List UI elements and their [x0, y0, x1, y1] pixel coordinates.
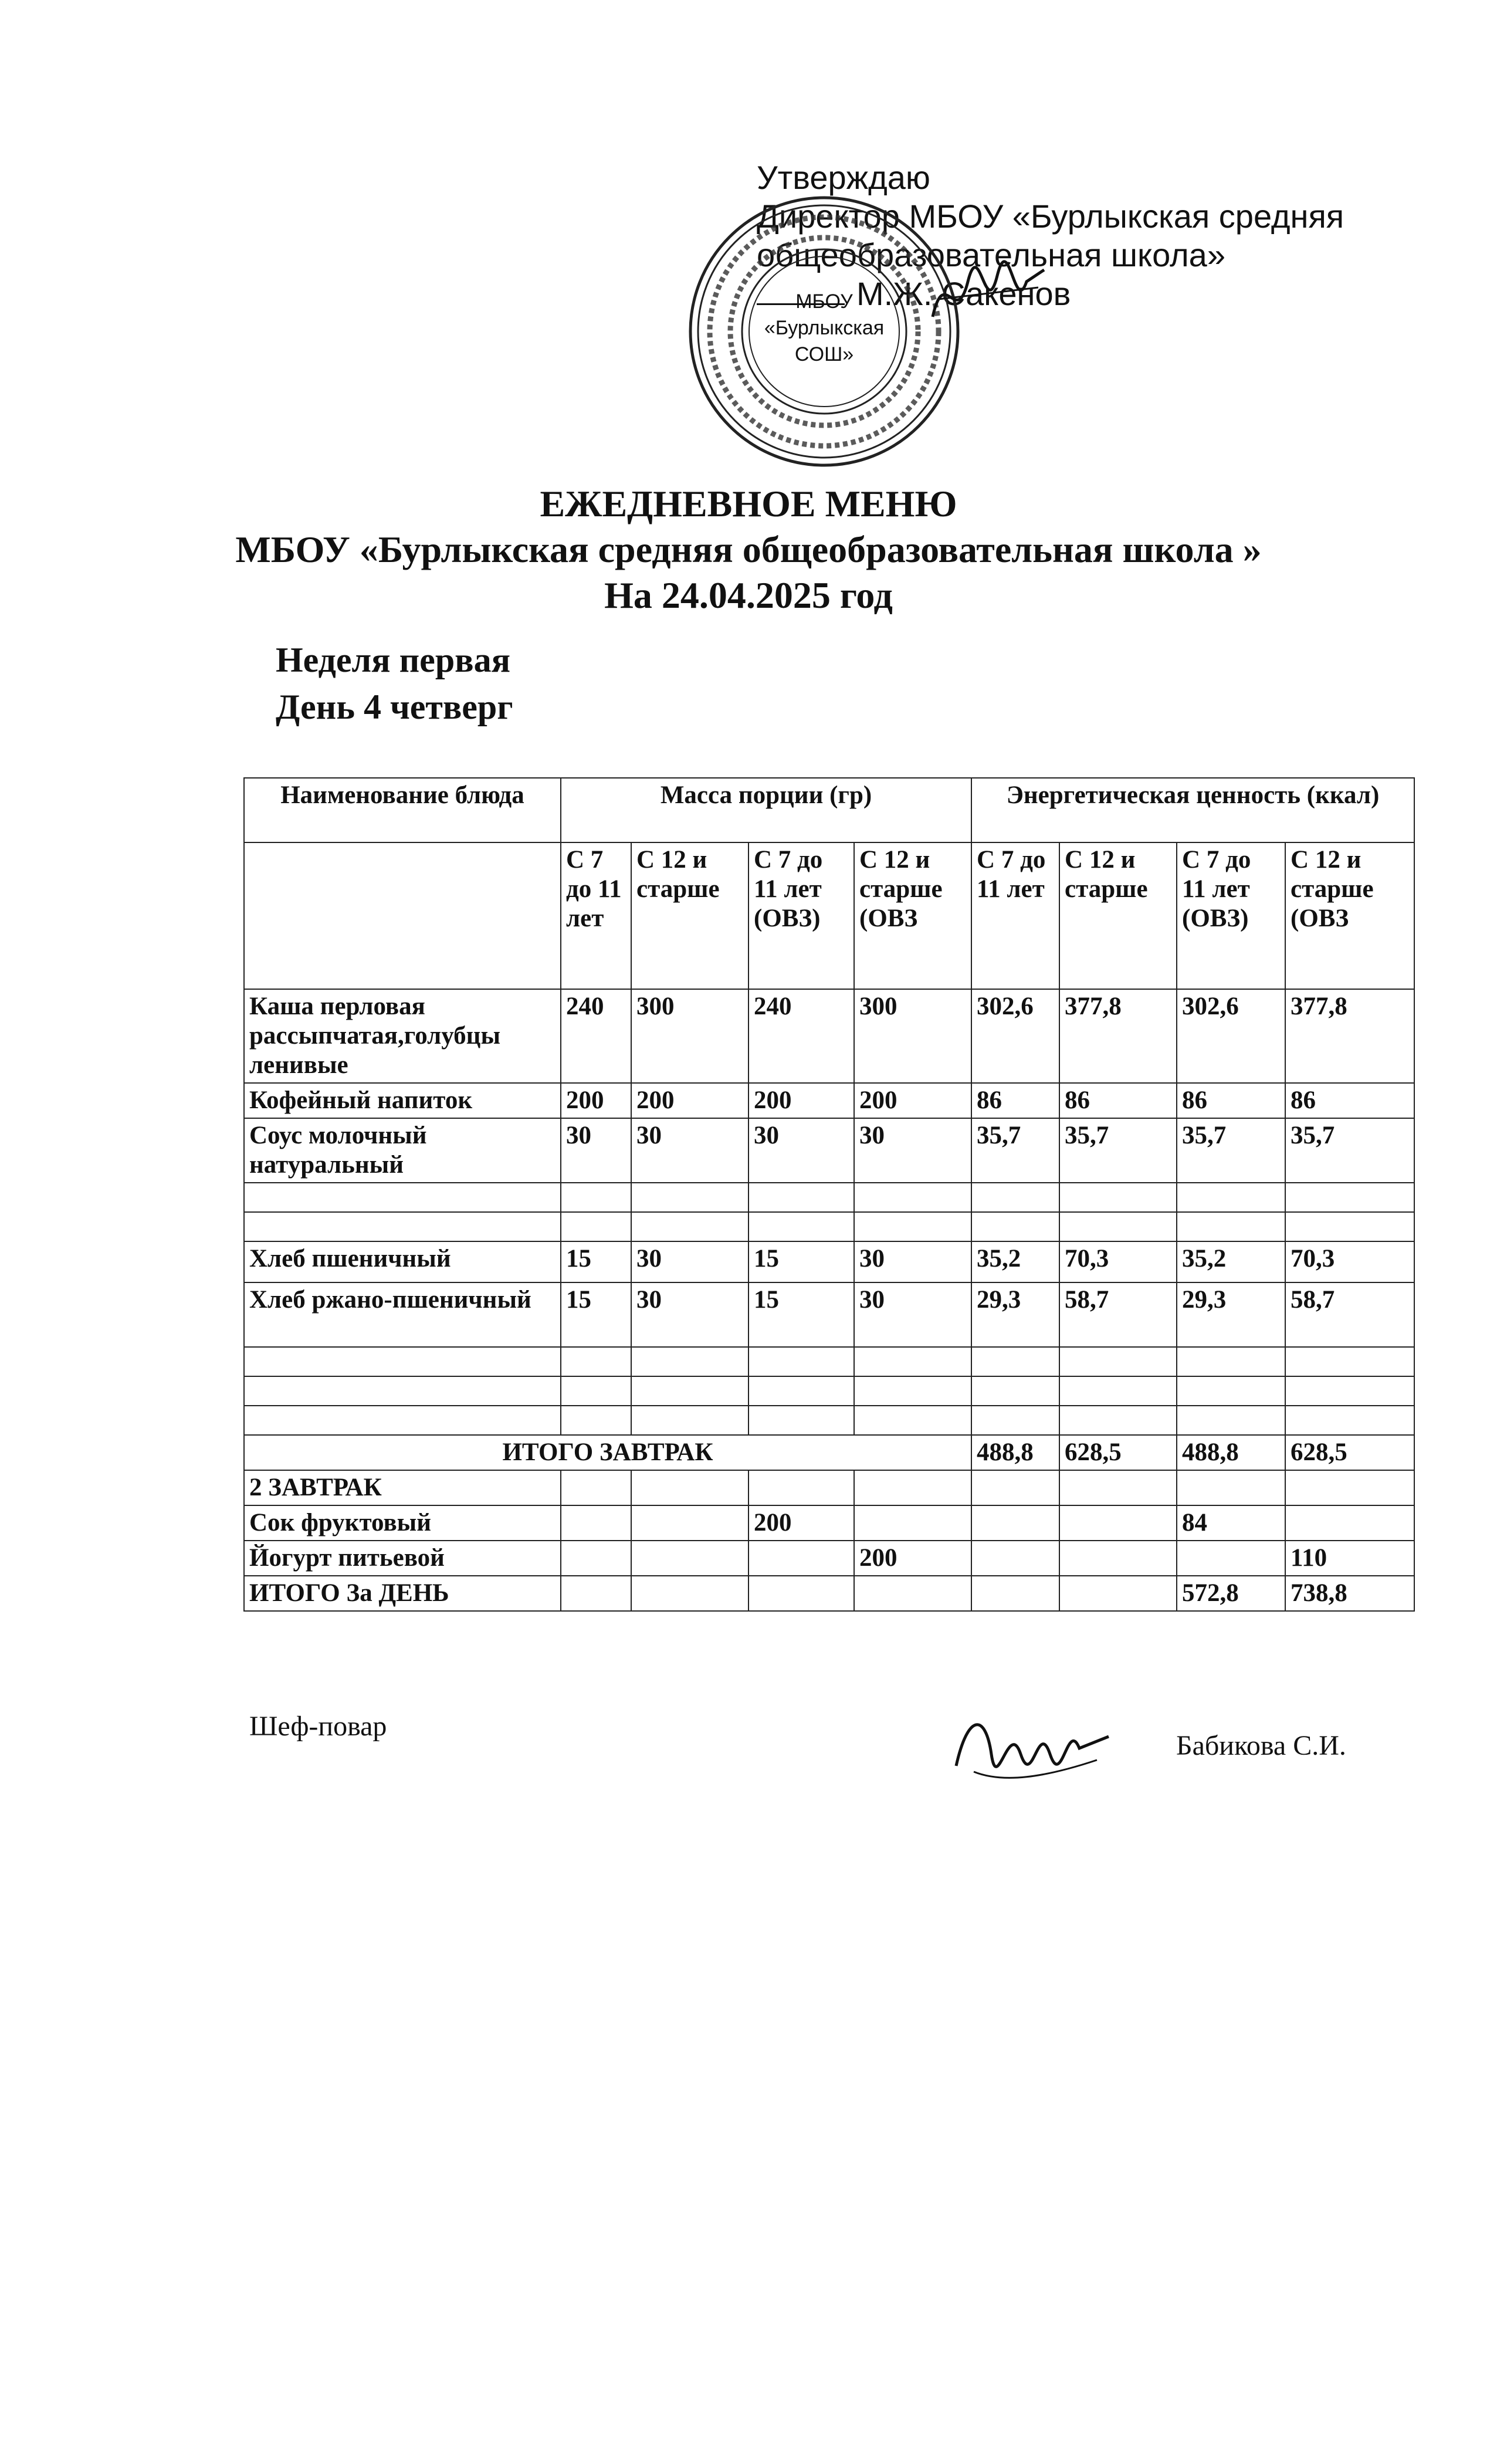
subheader-cell: С 7 до 11 лет (ОВЗ) [749, 842, 854, 989]
value-cell: 35,7 [1285, 1118, 1414, 1183]
value-cell [631, 1406, 749, 1435]
value-cell: 15 [749, 1241, 854, 1282]
subheader-cell: С 12 и старше (ОВЗ [854, 842, 971, 989]
total-day-label: ИТОГО За ДЕНЬ [244, 1576, 561, 1611]
chef-signature [950, 1701, 1115, 1783]
approval-line-2: Директор МБОУ «Бурлыкская средняя [757, 198, 1344, 235]
value-cell: 58,7 [1059, 1282, 1177, 1347]
value-cell: 70,3 [1059, 1241, 1177, 1282]
value-cell [561, 1212, 631, 1241]
dish-name: Кофейный напиток [244, 1083, 561, 1118]
value-cell [631, 1183, 749, 1212]
total-breakfast-cell: 628,5 [1059, 1435, 1177, 1470]
menu-table [243, 777, 1415, 1612]
value-cell: 300 [854, 989, 971, 1083]
value-cell: 86 [1059, 1083, 1177, 1118]
value-cell [749, 1212, 854, 1241]
total-day-cell: 572,8 [1177, 1576, 1285, 1611]
value-cell [854, 1406, 971, 1435]
value-cell: 302,6 [971, 989, 1059, 1083]
subheader-cell: С 12 и старше (ОВЗ [1285, 842, 1414, 989]
total-day-row [244, 1576, 1414, 1611]
dish-name: Каша перловая рассыпчатая,голубцы ленивые [244, 989, 561, 1083]
table-row [244, 1118, 1414, 1183]
yogurt-name: Йогурт питьевой [244, 1541, 561, 1576]
value-cell: 15 [561, 1282, 631, 1347]
subheader-cell: С 7 до 11 лет [561, 842, 631, 989]
value-cell [1177, 1212, 1285, 1241]
value-cell: 30 [631, 1118, 749, 1183]
value-cell: 30 [749, 1118, 854, 1183]
total-breakfast-cell: 628,5 [1285, 1435, 1414, 1470]
header-portion-mass: Масса порции (гр) [561, 778, 971, 842]
approval-line-1: Утверждаю [757, 159, 930, 196]
dish-name: Соус молочный натуральный [244, 1118, 561, 1183]
value-cell [1285, 1406, 1414, 1435]
value-cell [1177, 1347, 1285, 1376]
value-cell [561, 1376, 631, 1406]
value-cell: 30 [631, 1241, 749, 1282]
value-cell: 35,2 [971, 1241, 1059, 1282]
value-cell [1177, 1376, 1285, 1406]
total-day-cell: 738,8 [1285, 1576, 1414, 1611]
value-cell [854, 1183, 971, 1212]
value-cell [854, 1376, 971, 1406]
value-cell [1177, 1183, 1285, 1212]
document-title: ЕЖЕДНЕВНОЕ МЕНЮ [540, 483, 957, 524]
header-dish-name: Наименование блюда [244, 778, 561, 842]
table-row [244, 1083, 1414, 1118]
value-cell [1285, 1212, 1414, 1241]
yogurt-row [244, 1541, 1414, 1576]
chef-name: Бабикова С.И. [1176, 1730, 1346, 1761]
value-cell: 240 [749, 989, 854, 1083]
value-cell: 30 [631, 1282, 749, 1347]
seal-text-1: МБОУ [795, 290, 853, 313]
value-cell [631, 1347, 749, 1376]
value-cell [1285, 1347, 1414, 1376]
value-cell: 30 [854, 1118, 971, 1183]
value-cell [971, 1212, 1059, 1241]
table-row [244, 1241, 1414, 1282]
subheader-cell: С 12 и старше [1059, 842, 1177, 989]
approval-line-3: общеобразовательная школа» [757, 236, 1225, 273]
value-cell [971, 1183, 1059, 1212]
table-header-row [244, 778, 1414, 842]
value-cell [1059, 1212, 1177, 1241]
table-body [244, 989, 1414, 1435]
value-cell [561, 1406, 631, 1435]
value-cell [1059, 1347, 1177, 1376]
table-row [244, 1376, 1414, 1406]
value-cell [749, 1406, 854, 1435]
value-cell [749, 1376, 854, 1406]
value-cell: 200 [854, 1083, 971, 1118]
value-cell [971, 1406, 1059, 1435]
total-breakfast-cell: 488,8 [1177, 1435, 1285, 1470]
value-cell: 240 [561, 989, 631, 1083]
dish-name [244, 1376, 561, 1406]
subheader-cell: С 7 до 11 лет [971, 842, 1059, 989]
value-cell: 35,2 [1177, 1241, 1285, 1282]
value-cell: 377,8 [1285, 989, 1414, 1083]
value-cell [1059, 1183, 1177, 1212]
value-cell: 86 [971, 1083, 1059, 1118]
table-row [244, 1347, 1414, 1376]
value-cell [749, 1347, 854, 1376]
yogurt-mass: 200 [854, 1541, 971, 1576]
table-row [244, 1406, 1414, 1435]
value-cell: 86 [1177, 1083, 1285, 1118]
value-cell: 70,3 [1285, 1241, 1414, 1282]
value-cell [631, 1376, 749, 1406]
seal-text-3: СОШ» [794, 343, 854, 365]
value-cell [631, 1212, 749, 1241]
value-cell: 35,7 [971, 1118, 1059, 1183]
juice-row [244, 1505, 1414, 1541]
value-cell: 58,7 [1285, 1282, 1414, 1347]
dish-name: Хлеб ржано-пшеничный [244, 1282, 561, 1347]
subheader-cell: С 12 и старше [631, 842, 749, 989]
value-cell [1059, 1406, 1177, 1435]
value-cell: 29,3 [971, 1282, 1059, 1347]
value-cell: 15 [749, 1282, 854, 1347]
value-cell: 200 [561, 1083, 631, 1118]
director-name: М.Ж. Сакенов [856, 275, 1071, 312]
menu-date: На 24.04.2025 год [604, 574, 893, 616]
school-name: МБОУ «Бурлыкская средняя общеобразовательная школа » [235, 529, 1262, 570]
value-cell: 302,6 [1177, 989, 1285, 1083]
director-signature [921, 246, 1050, 340]
value-cell [1059, 1376, 1177, 1406]
value-cell: 200 [631, 1083, 749, 1118]
value-cell: 35,7 [1059, 1118, 1177, 1183]
value-cell: 200 [749, 1083, 854, 1118]
juice-mass: 200 [749, 1505, 854, 1541]
chef-label: Шеф-повар [249, 1711, 387, 1742]
value-cell [854, 1212, 971, 1241]
value-cell [971, 1347, 1059, 1376]
value-cell [749, 1183, 854, 1212]
value-cell: 30 [561, 1118, 631, 1183]
dish-name [244, 1212, 561, 1241]
week-day-block [276, 637, 513, 730]
value-cell: 300 [631, 989, 749, 1083]
seal-text-2: «Бурлыкская [764, 317, 885, 339]
subheader-cell: С 7 до 11 лет (ОВЗ) [1177, 842, 1285, 989]
value-cell [971, 1376, 1059, 1406]
value-cell [561, 1183, 631, 1212]
value-cell: 86 [1285, 1083, 1414, 1118]
table-subheader-row [244, 842, 1414, 989]
yogurt-kcal: 110 [1285, 1541, 1414, 1576]
header-energy-value: Энергетическая ценность (ккал) [971, 778, 1414, 842]
dish-name [244, 1406, 561, 1435]
value-cell [1285, 1183, 1414, 1212]
day-label: День 4 четверг [276, 688, 513, 726]
value-cell [1285, 1376, 1414, 1406]
value-cell [561, 1347, 631, 1376]
document-title-block [0, 481, 1497, 618]
value-cell: 15 [561, 1241, 631, 1282]
table-row [244, 1212, 1414, 1241]
second-breakfast-label: 2 ЗАВТРАК [244, 1470, 561, 1505]
juice-name: Сок фруктовый [244, 1505, 561, 1541]
total-breakfast-cell: 488,8 [971, 1435, 1059, 1470]
value-cell [854, 1347, 971, 1376]
second-breakfast-row [244, 1470, 1414, 1505]
value-cell: 29,3 [1177, 1282, 1285, 1347]
dish-name [244, 1183, 561, 1212]
value-cell: 30 [854, 1282, 971, 1347]
table-row [244, 1282, 1414, 1347]
juice-kcal: 84 [1177, 1505, 1285, 1541]
value-cell [1177, 1406, 1285, 1435]
value-cell: 377,8 [1059, 989, 1177, 1083]
value-cell: 35,7 [1177, 1118, 1285, 1183]
total-breakfast-row [244, 1435, 1414, 1470]
dish-name: Хлеб пшеничный [244, 1241, 561, 1282]
total-breakfast-label: ИТОГО ЗАВТРАК [244, 1435, 971, 1470]
value-cell: 30 [854, 1241, 971, 1282]
table-row [244, 989, 1414, 1083]
dish-name [244, 1347, 561, 1376]
table-row [244, 1183, 1414, 1212]
week-label: Неделя первая [276, 641, 511, 679]
